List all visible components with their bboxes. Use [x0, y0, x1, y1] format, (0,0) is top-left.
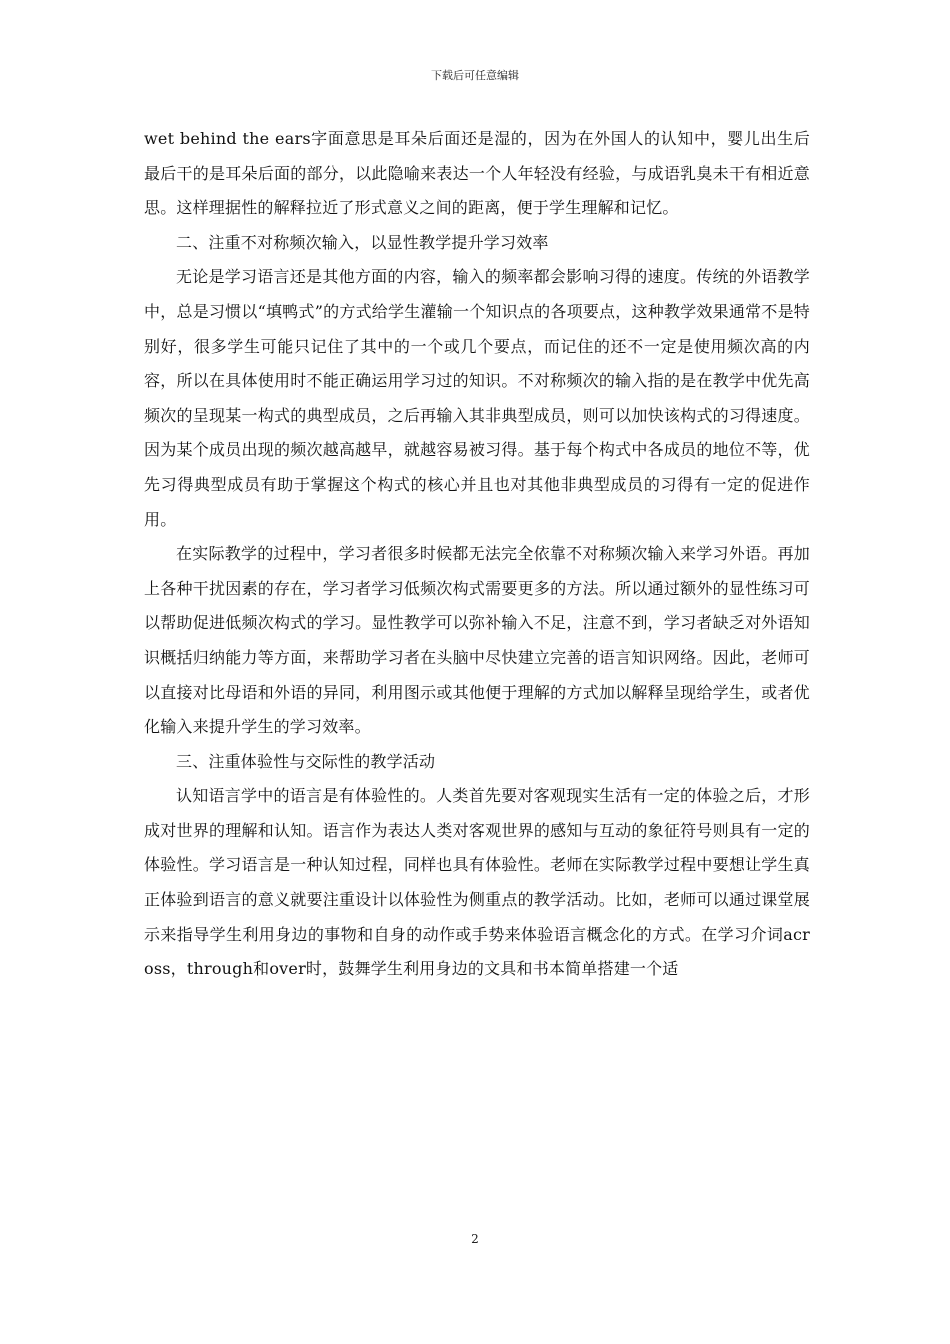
section-heading-2: 二、注重不对称频次输入，以显性教学提升学习效率 — [176, 232, 549, 252]
paragraph-embodiment: 认知语言学中的语言是有体验性的。人类首先要对客观现实生活有一定的体验之后，才形成对世界的理解和认知。语言作为表达人类对客观世界的感知与互动的象征符号则具有一定的体验性。学习语言是一种认知过程，同样也具有体验性。老师在实际教学过程中要想让学生真正体验到语言的意义就要注重设计以体验性为侧重点的教学活动。比如，老师可以通过课堂展示来指导学生利用身边的事物和自身的动作或手势来体验语言概念化的方式。在学习介词across，through和over时，鼓舞学生利用身边的文具和书本简单搭建一个适 — [144, 786, 810, 979]
paragraph-explicit-teaching: 在实际教学的过程中，学习者很多时候都无法完全依靠不对称频次输入来学习外语。再加上各种干扰因素的存在，学习者学习低频次构式需要更多的方法。所以通过额外的显性练习可以帮助促进低频次构式的学习。显性教学可以弥补输入不足，注意不到，学习者缺乏对外语知识概括归纳能力等方面，来帮助学习者在头脑中尽快建立完善的语言知识网络。因此，老师可以直接对比母语和外语的异同，利用图示或其他便于理解的方式加以解释呈现给学生，或者优化输入来提升学生的学习效率。 — [144, 544, 810, 737]
paragraph-continuation: wet behind the ears字面意思是耳朵后面还是湿的，因为在外国人的认知中，婴儿出生后最后干的是耳朵后面的部分，以此隐喻来表达一个人年轻没有经验，与成语乳臭未干有相近意思。这样理据性的解释拉近了形式意义之间的距离，便于学生理解和记忆。 — [144, 129, 810, 218]
page-header: 下载后可任意编辑 — [431, 69, 519, 82]
section-heading-3: 三、注重体验性与交际性的教学活动 — [176, 751, 436, 771]
document-body — [144, 122, 810, 987]
paragraph-frequency-input: 无论是学习语言还是其他方面的内容，输入的频率都会影响习得的速度。传统的外语教学中，总是习惯以“填鸭式”的方式给学生灌输一个知识点的各项要点，这种教学效果通常不是特别好，很多学生可能只记住了其中的一个或几个要点，而记住的还不一定是使用频次高的内容，所以在具体使用时不能正确运用学习过的知识。不对称频次的输入指的是在教学中优先高频次的呈现某一构式的典型成员，之后再输入其非典型成员，则可以加快该构式的习得速度。因为某个成员出现的频次越高越早，就越容易被习得。基于每个构式中各成员的地位不等，优先习得典型成员有助于掌握这个构式的核心并且也对其他非典型成员的习得有一定的促进作用。 — [144, 267, 810, 529]
page-number: 2 — [471, 1232, 479, 1246]
